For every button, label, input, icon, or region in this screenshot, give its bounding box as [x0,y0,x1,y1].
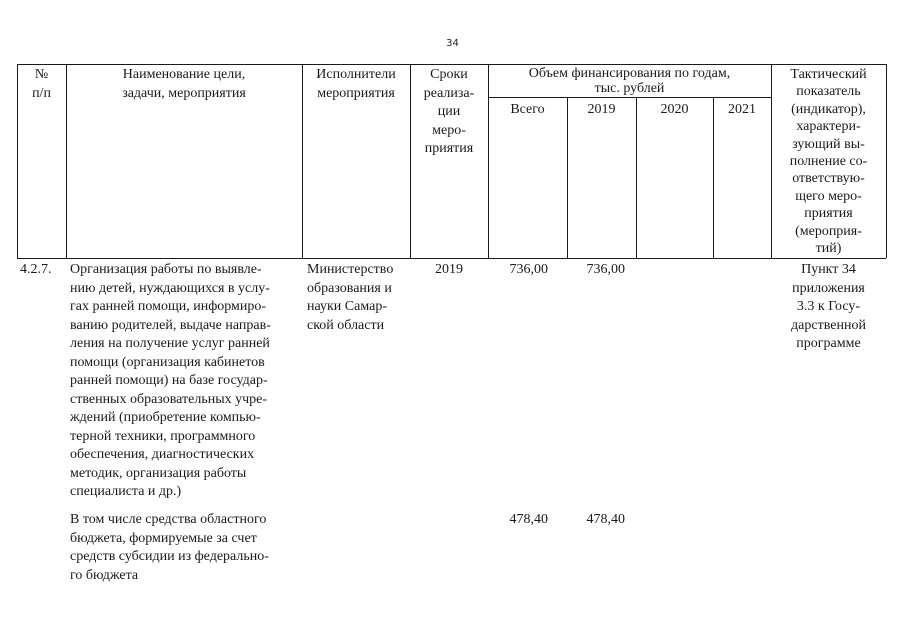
header-funding: Объем финансирования по годам, тыс. рублей [528,66,731,96]
header-2019: 2019 [587,102,616,117]
page-number: 34 [446,38,459,49]
column-divider-2019 [567,97,568,258]
header-2020: 2020 [660,102,689,117]
subrow-total: 478,40 [509,512,548,527]
table-border-right [886,64,887,258]
column-divider-2021 [713,97,714,258]
subrow-activity-name: В том числе средства областного бюджета, формируемые за счет средств субсидии из федерально- го бюджета [70,512,269,583]
row-2019: 736,00 [586,262,625,277]
header-terms: Сроки реализа- ции меро- приятия [423,67,475,156]
table-header-bottom [17,258,886,259]
row-total: 736,00 [509,262,548,277]
column-divider-2020 [636,97,637,258]
table-border-top [17,64,886,65]
row-activity-name: Организация работы по выявле- нию детей, нуждающихся в услу- гах ранней помощи, информиро- ванию родителей, выдаче направ- ления на получение услуг ранней помощи (организация кабинетов ранней помощи) на базе государ- ственных образовательных учре- ждений (приобретение компью- терной техники, программного обеспечения, диагностических методик, организация работы специалиста и др.) [70,262,271,499]
header-total: Всего [510,102,545,117]
row-number: 4.2.7. [20,262,52,277]
header-num: № п/п [32,67,51,101]
row-executor: Министерство образования и науки Самар- ской области [307,262,394,333]
subrow-2019: 478,40 [586,512,625,527]
header-name: Наименование цели, задачи, мероприятия [122,67,246,101]
header-indicator: Тактический показатель (индикатор), характери- зующий вы- полнение со- ответствую- щего меро- приятия (мероприя- тий) [789,67,868,257]
header-executors: Исполнители мероприятия [316,67,396,101]
row-term: 2019 [435,262,463,277]
header-2021: 2021 [728,102,756,117]
funding-subheader-line [488,97,771,98]
row-indicator: Пункт 34 приложения 3.3 к Госу- дарственной программе [791,262,866,351]
